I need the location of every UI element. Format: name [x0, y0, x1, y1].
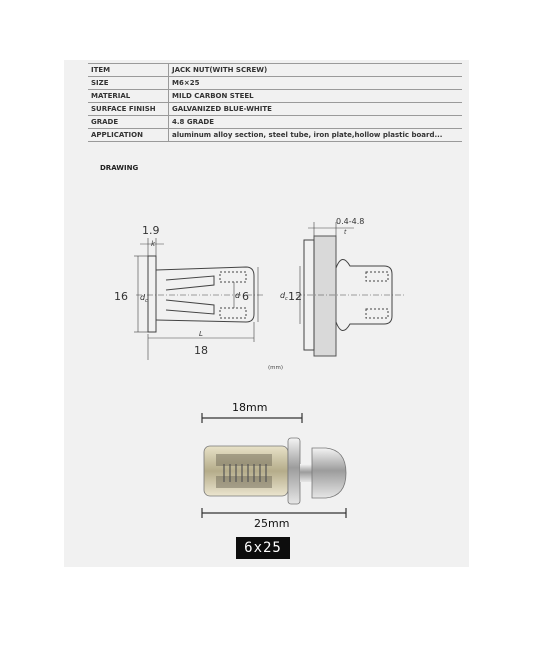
spec-label: ITEM	[88, 64, 169, 77]
spec-row	[88, 90, 462, 103]
dim-body-symbol: d	[280, 291, 286, 300]
nut-body	[204, 446, 288, 496]
spec-table	[88, 63, 462, 142]
dim-flange-thickness: 1.9	[142, 224, 160, 237]
slot-upper	[166, 276, 214, 290]
spec-row	[88, 129, 462, 142]
spec-value: M6×25	[169, 77, 463, 90]
spec-value: GALVANIZED BLUE-WHITE	[169, 103, 463, 116]
spec-value: 4.8 GRADE	[169, 116, 463, 129]
bottom-dimension-label: 25mm	[254, 517, 290, 528]
spec-value: MILD CARBON STEEL	[169, 90, 463, 103]
spec-label: SURFACE FINISH	[88, 103, 169, 116]
spec-label: APPLICATION	[88, 129, 169, 142]
spec-label: MATERIAL	[88, 90, 169, 103]
unit-note: (mm)	[268, 365, 284, 371]
dim-outer-symbol: d	[140, 293, 146, 302]
spec-row	[88, 77, 462, 90]
dim-grip-symbol: t	[344, 229, 347, 236]
thread-top	[220, 272, 246, 282]
spec-row	[88, 103, 462, 116]
thread-bottom	[220, 308, 246, 318]
spec-value: aluminum alloy section, steel tube, iron plate,hollow plastic board...	[169, 129, 463, 142]
dim-outer-symbol-sub: c	[145, 298, 148, 304]
size-tag: 6x25	[236, 537, 290, 559]
slot-lower	[166, 300, 214, 314]
dim-body-symbol-sub: c	[285, 296, 288, 302]
dim-flange-symbol: k	[151, 240, 156, 248]
technical-drawing	[104, 210, 414, 360]
product-photo	[194, 398, 354, 528]
spec-value: JACK NUT(WITH SCREW)	[169, 64, 463, 77]
dim-length: 18	[194, 344, 208, 357]
dim-outer-diameter: 16	[114, 290, 128, 303]
top-dimension-label: 18mm	[232, 401, 268, 414]
panel-section	[314, 236, 336, 356]
spec-label: GRADE	[88, 116, 169, 129]
dim-inner-diameter: 6	[242, 290, 249, 303]
product-sheet	[64, 60, 469, 567]
screw-head	[312, 448, 346, 498]
dim-grip-range: 0.4-4.8	[336, 217, 365, 226]
drawing-heading: DRAWING	[100, 164, 139, 172]
flange-outline	[148, 256, 156, 332]
nut-flange	[288, 438, 300, 504]
dim-body-diameter: 12	[288, 290, 302, 303]
spec-label: SIZE	[88, 77, 169, 90]
dim-inner-symbol: d	[235, 291, 241, 300]
spec-row	[88, 64, 462, 77]
spec-row	[88, 116, 462, 129]
dim-length-symbol: L	[199, 330, 203, 338]
